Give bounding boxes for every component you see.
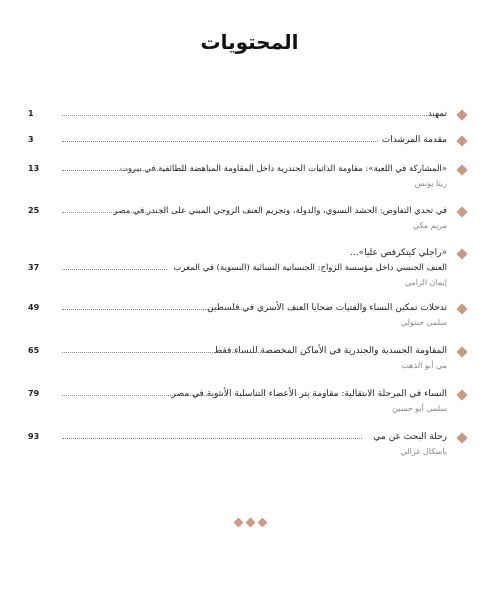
footer-ornament bbox=[0, 517, 499, 529]
diamond-bullet-icon bbox=[456, 346, 467, 357]
toc-dot-leader bbox=[62, 170, 162, 171]
diamond-bullet-icon bbox=[456, 432, 467, 443]
toc-entry-title[interactable]: «المشاركة في اللعبة»: مقاومة الذاتيات الجندرية داخل المقاومة المناهضة للطائفية في بيروت bbox=[119, 164, 447, 174]
toc-entry-author: سلمى أبو حسين bbox=[392, 404, 447, 413]
toc-page-number: 49 bbox=[28, 303, 40, 312]
toc-entry-title[interactable]: «راجلي كيتكرفص عليا»... bbox=[350, 248, 447, 258]
toc-page-number: 79 bbox=[28, 389, 40, 398]
toc-entry-author: مريم مكي bbox=[412, 221, 447, 230]
toc-entry-title[interactable]: النساء في المرحلة الانتقالية: مقاومة بتر الأعضاء التناسلية الأنثوية في مصر bbox=[171, 389, 447, 399]
toc-entry-title[interactable]: تدخلات تمكين النساء والفتيات ضحايا العنف الأسري في فلسطين bbox=[207, 303, 447, 313]
toc-dot-leader bbox=[62, 352, 267, 353]
diamond-bullet-icon bbox=[456, 109, 467, 120]
toc-page-number: 1 bbox=[28, 109, 34, 118]
toc-page-number: 37 bbox=[28, 263, 40, 272]
diamond-bullet-icon bbox=[456, 135, 467, 146]
page-title: المحتويات bbox=[200, 30, 299, 54]
toc-entry-title[interactable]: رحلة البحث عن مي bbox=[373, 432, 447, 442]
toc-dot-leader bbox=[62, 309, 252, 310]
toc-dot-leader bbox=[62, 141, 378, 142]
toc-page-number: 25 bbox=[28, 206, 40, 215]
diamond-bullet-icon bbox=[456, 164, 467, 175]
toc-entry-author: إيمان الرامي bbox=[404, 278, 447, 287]
diamond-bullet-icon bbox=[456, 303, 467, 314]
toc-entry-title[interactable]: في تحدي التفاوض: الحشد النسوي، والدولة، وتجريم العنف الزوجي المبني على الجندر في مصر bbox=[113, 206, 447, 216]
diamond-bullet-icon bbox=[456, 248, 467, 259]
diamond-ornament-icon bbox=[258, 518, 268, 528]
toc-entry-author: ريتا يونس bbox=[414, 179, 447, 188]
toc-entry-title[interactable]: المقاومة الجسدية والجندرية في الأماكن المخصصة للنساء فقط bbox=[213, 346, 447, 356]
toc-entry-author: باسكال غزالي bbox=[400, 447, 447, 456]
diamond-ornament-icon bbox=[246, 518, 256, 528]
diamond-bullet-icon bbox=[456, 206, 467, 217]
toc-page-number: 3 bbox=[28, 135, 34, 144]
diamond-bullet-icon bbox=[456, 389, 467, 400]
toc-page-number: 13 bbox=[28, 164, 40, 173]
toc-dot-leader bbox=[62, 269, 167, 270]
toc-entry-title[interactable]: مقدمة المرشدات bbox=[381, 135, 447, 145]
toc-entry-title[interactable]: تمهيد bbox=[427, 109, 447, 119]
toc-entry-author: سلمى حنتولي bbox=[400, 318, 447, 327]
toc-dot-leader bbox=[62, 212, 162, 213]
toc-entry-author: مي أبو الذهب bbox=[401, 361, 447, 370]
toc-dot-leader bbox=[62, 115, 435, 116]
toc-page-number: 65 bbox=[28, 346, 40, 355]
toc-dot-leader bbox=[62, 438, 362, 439]
toc-dot-leader bbox=[62, 395, 227, 396]
toc-entry-subtitle[interactable]: العنف الجنسي داخل مؤسسة الزواج: الجنسانية النسائية (النسوية) في المغرب bbox=[173, 263, 447, 273]
toc-page-number: 93 bbox=[28, 432, 40, 441]
diamond-ornament-icon bbox=[234, 518, 244, 528]
